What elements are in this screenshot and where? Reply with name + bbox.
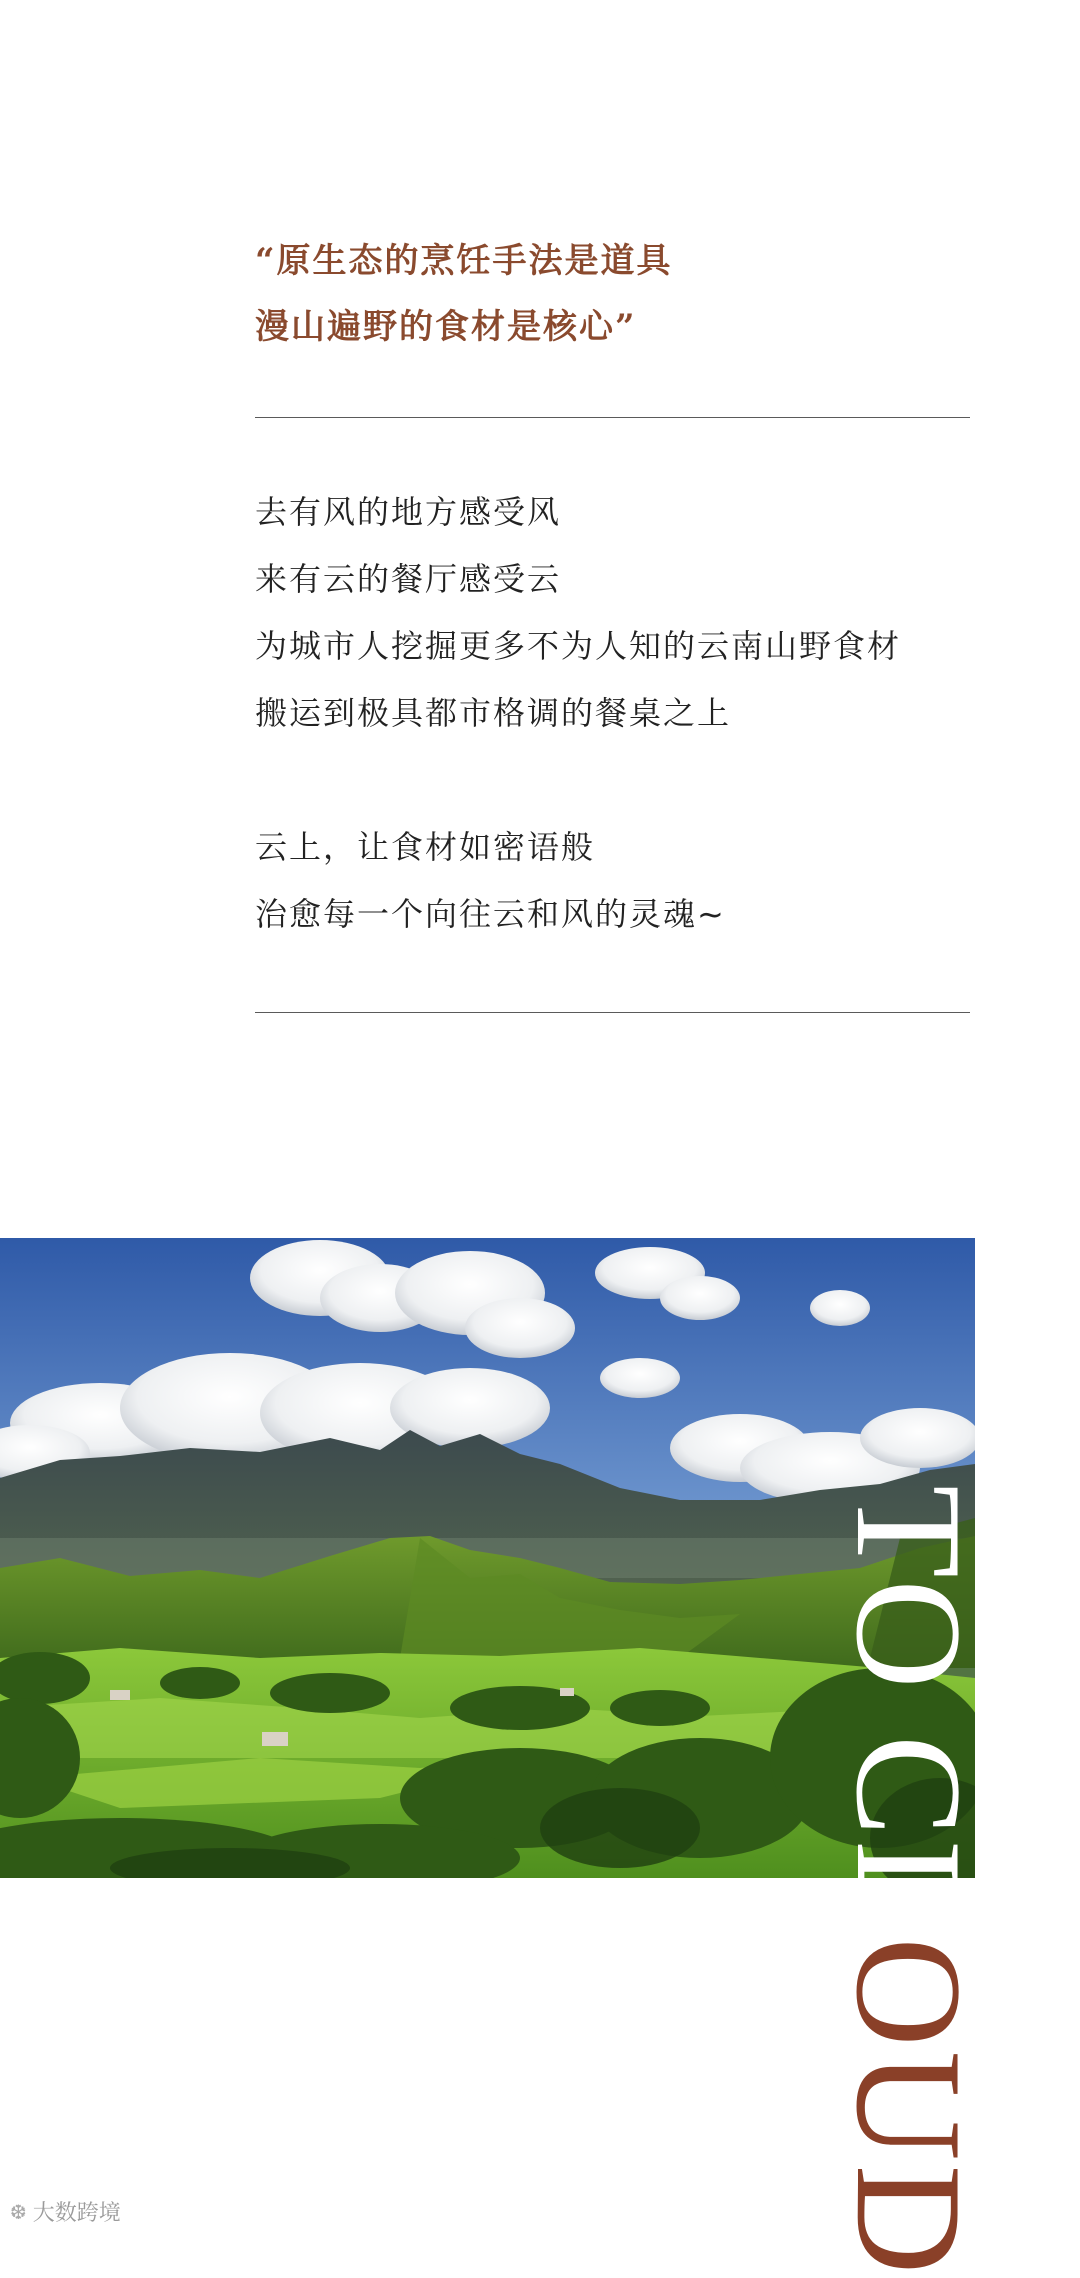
body-line-2: 来有云的餐厅感受云 — [255, 560, 562, 598]
body-line-4: 搬运到极具都市格调的餐桌之上 — [255, 694, 732, 732]
body-line-3: 为城市人挖掘更多不为人知的云南山野食材 — [255, 627, 902, 665]
vertical-title-upper: TO CL — [825, 1485, 993, 1938]
quote-line-2: 漫山遍野的食材是核心” — [255, 307, 637, 347]
divider-bottom — [255, 1012, 970, 1013]
divider-top — [255, 417, 970, 418]
pull-quote — [255, 228, 673, 360]
body-copy — [255, 479, 901, 948]
vertical-title-to-cloud — [825, 1485, 993, 2278]
body-line-5: 云上，让食材如密语般 — [255, 828, 596, 866]
watermark-text: 大数跨境 — [32, 2201, 121, 2226]
watermark — [10, 2196, 121, 2227]
vertical-title-lower: OUD — [825, 1937, 993, 2278]
paragraph-gap — [255, 747, 901, 814]
body-line-6: 治愈每一个向往云和风的灵魂~ — [255, 895, 726, 933]
body-line-1: 去有风的地方感受风 — [255, 493, 562, 531]
logo-icon: ❆ — [10, 2199, 27, 2224]
quote-line-1: “原生态的烹饪手法是道具 — [255, 241, 673, 281]
